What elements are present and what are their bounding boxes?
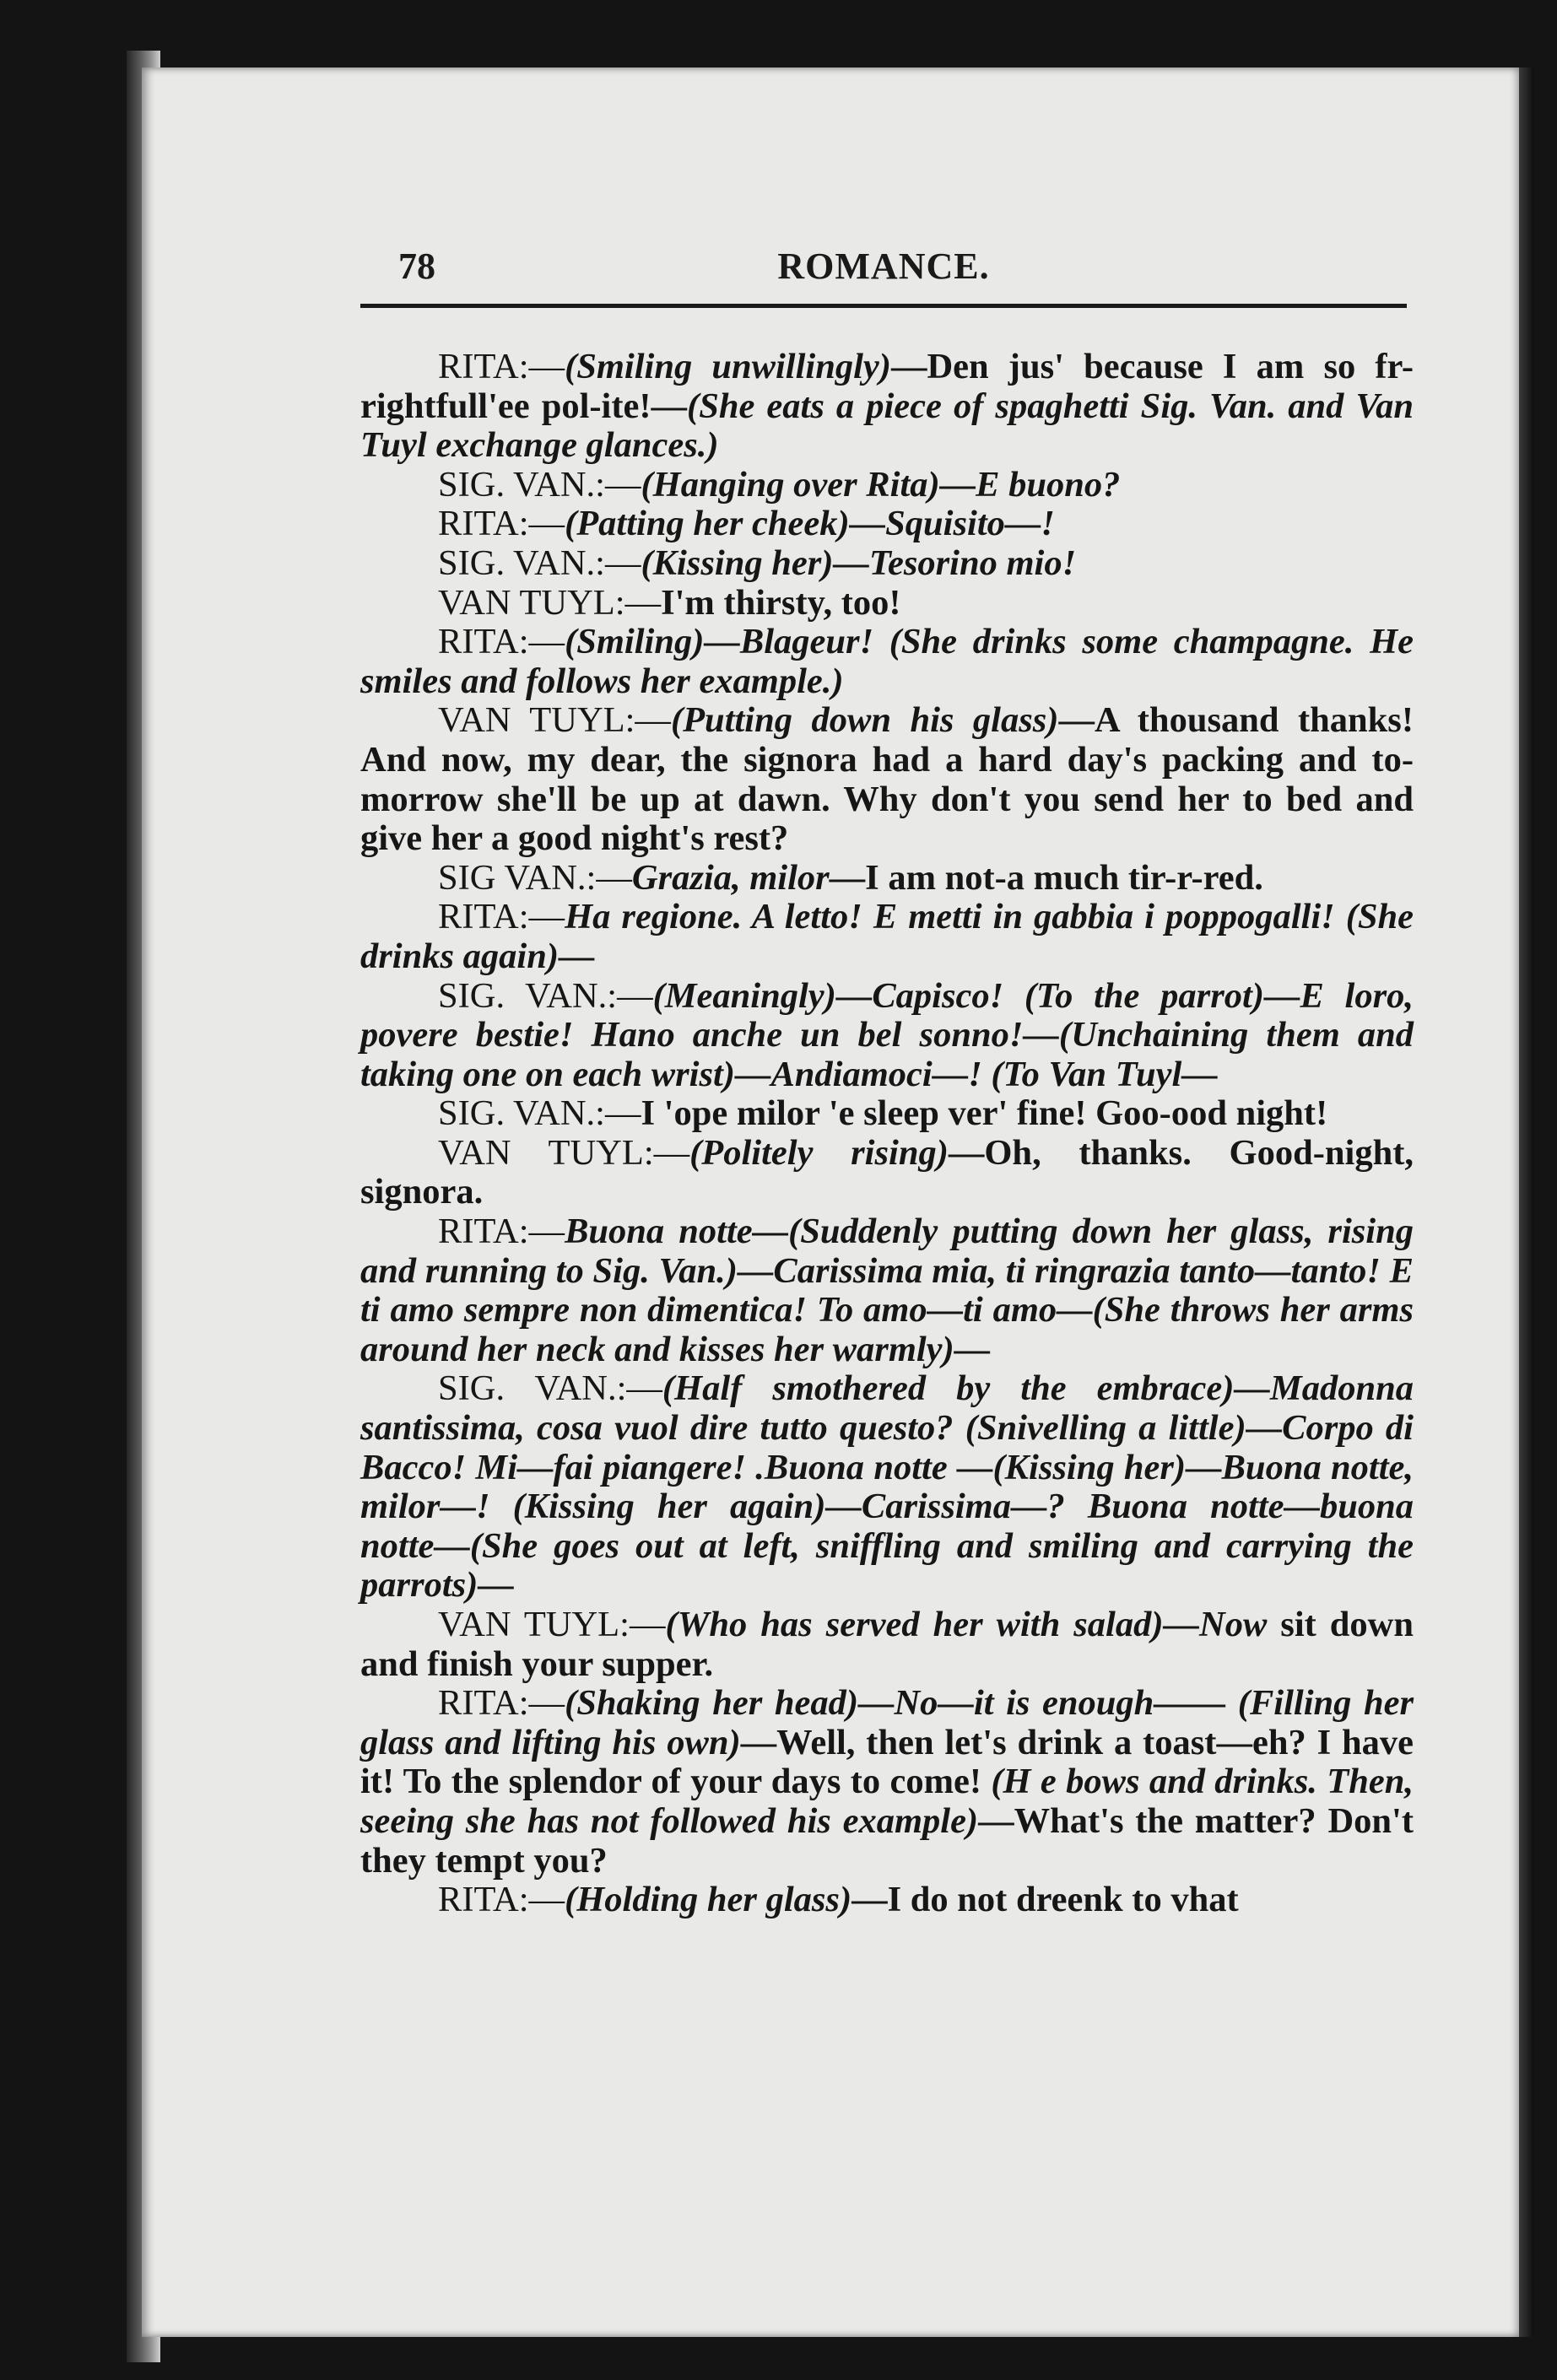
stage-direction: (Patting her cheek)—Squisito—! xyxy=(565,504,1055,544)
dialogue-paragraph xyxy=(360,1212,1414,1369)
stage-direction: (Shaking her head)—No—it is enough—— (Filling her glass and lifting his own) xyxy=(360,1683,1414,1762)
dialogue-paragraph xyxy=(360,859,1414,899)
header-rule xyxy=(360,304,1407,308)
dialogue-paragraph xyxy=(360,701,1414,858)
speaker-name: RITA:— xyxy=(438,897,565,937)
spoken-line: —Den jus' because I am so fr-rightfull'ee pol-ite!— xyxy=(360,347,1414,426)
stage-direction: (Meaningly)—Capisco! (To the parrot)—E loro, povere bestie! Hano anche un bel sonno!—(Unchaining them and taking one on each wrist)—Andiamoci—! (To Van Tuyl— xyxy=(360,975,1414,1094)
stage-direction: (Who has served her with salad)—Now xyxy=(665,1605,1268,1644)
running-head: ROMANCE. xyxy=(777,246,990,287)
stage-direction: (Holding her glass) xyxy=(565,1880,852,1920)
stage-direction: (Kissing her)—Tesorino mio! xyxy=(641,542,1077,583)
spoken-line: —What's the matter? Don't they tempt you? xyxy=(360,1800,1414,1881)
spoken-line: —A thousand thanks! And now, my dear, the signora had a hard day's packing and to-morrow she'll be up at dawn. Why don't you send her to bed and give her a good night's rest? xyxy=(360,700,1414,859)
stage-direction: (H e bows and drinks. Then, seeing she has not followed his example) xyxy=(360,1762,1414,1841)
spoken-line: —Well, then let's drink a toast—eh? I have it! To the splendor of your days to come! xyxy=(360,1722,1414,1802)
spoken-line: sit down and finish your supper. xyxy=(360,1605,1414,1684)
speaker-name: VAN TUYL:— xyxy=(438,582,662,623)
dialogue-paragraph xyxy=(360,1684,1414,1881)
stage-direction: (Smiling unwillingly) xyxy=(565,347,891,386)
stage-direction: Ha regione. A letto! E metti in gabbia i poppogalli! (She drinks again)— xyxy=(360,897,1414,976)
spoken-line: I'm thirsty, too! xyxy=(661,582,901,623)
speaker-name: SIG. VAN.:— xyxy=(438,464,641,505)
dialogue-paragraph xyxy=(360,1881,1414,1920)
stage-direction: (Hanging over Rita)—E buono? xyxy=(641,464,1121,505)
spoken-line: —I am not-a much tir-r-red. xyxy=(829,857,1263,898)
stage-direction: Grazia, milor xyxy=(631,857,830,898)
dialogue-paragraph xyxy=(360,1369,1414,1606)
speaker-name: RITA:— xyxy=(438,504,565,544)
dialogue-paragraph xyxy=(360,623,1414,701)
stage-direction: (She eats a piece of spaghetti Sig. Van. and Van Tuyl exchange glances.) xyxy=(360,386,1414,466)
speaker-name: RITA:— xyxy=(438,622,565,662)
stage-direction: Buona notte—(Suddenly putting down her glass, rising and running to Sig. Van.)—Carissima mia, ti ringrazia tanto—tanto! E ti amo sempre non dimentica! To amo—ti amo—(She throws her arms around her neck and kisses her warmly)— xyxy=(360,1212,1414,1369)
speaker-name: VAN TUYL:— xyxy=(438,1132,690,1173)
stage-direction: (Putting down his glass) xyxy=(670,700,1059,741)
speaker-name: RITA:— xyxy=(438,1880,565,1920)
spoken-line: I 'ope milor 'e sleep ver' fine! Goo-ood night! xyxy=(641,1093,1328,1134)
page-header xyxy=(360,238,1407,299)
spoken-line: —I do not dreenk to vhat xyxy=(851,1880,1239,1920)
dialogue-paragraph xyxy=(360,544,1414,584)
dialogue-paragraph xyxy=(360,584,1414,623)
speaker-name: VAN TUYL:— xyxy=(438,1605,666,1644)
stage-direction: (Politely rising) xyxy=(689,1132,949,1173)
dialogue-paragraph xyxy=(360,505,1414,544)
speaker-name: RITA:— xyxy=(438,1683,565,1724)
speaker-name: SIG. VAN.:— xyxy=(438,1093,641,1134)
speaker-name: SIG. VAN.:— xyxy=(438,542,641,583)
speaker-name: SIG. VAN.:— xyxy=(438,975,653,1016)
speaker-name: SIG. VAN.:— xyxy=(438,1368,662,1409)
speaker-name: VAN TUYL:— xyxy=(438,700,671,741)
speaker-name: RITA:— xyxy=(438,347,565,386)
dialogue-paragraph xyxy=(360,1134,1414,1212)
stage-direction: (Smiling)—Blageur! (She drinks some champagne. He smiles and follows her example.) xyxy=(360,622,1414,701)
dialogue-paragraph xyxy=(360,1606,1414,1684)
dialogue-paragraph xyxy=(360,977,1414,1095)
speaker-name: RITA:— xyxy=(438,1212,565,1252)
spoken-line: —Oh, thanks. Good-night, signora. xyxy=(360,1132,1414,1212)
dialogue-paragraph xyxy=(360,348,1414,466)
dialogue-paragraph xyxy=(360,898,1414,976)
page-right-edge xyxy=(1519,67,1534,2337)
dialogue-paragraph xyxy=(360,466,1414,505)
page-number: 78 xyxy=(398,246,435,287)
stage-direction: (Half smothered by the embrace)—Madonna santissima, cosa vuol dire tutto questo? (Snivelling a little)—Corpo di Bacco! Mi—fai piangere! .Buona notte —(Kissing her)—Buona notte, milor—! (Kissing her again)—Carissima—? Buona notte—buona notte—(She goes out at left, sniffling and smiling and carrying the parrots)— xyxy=(360,1368,1414,1606)
speaker-name: SIG VAN.:— xyxy=(438,857,632,898)
dialogue-paragraph xyxy=(360,1094,1414,1134)
play-text xyxy=(360,348,1414,1920)
